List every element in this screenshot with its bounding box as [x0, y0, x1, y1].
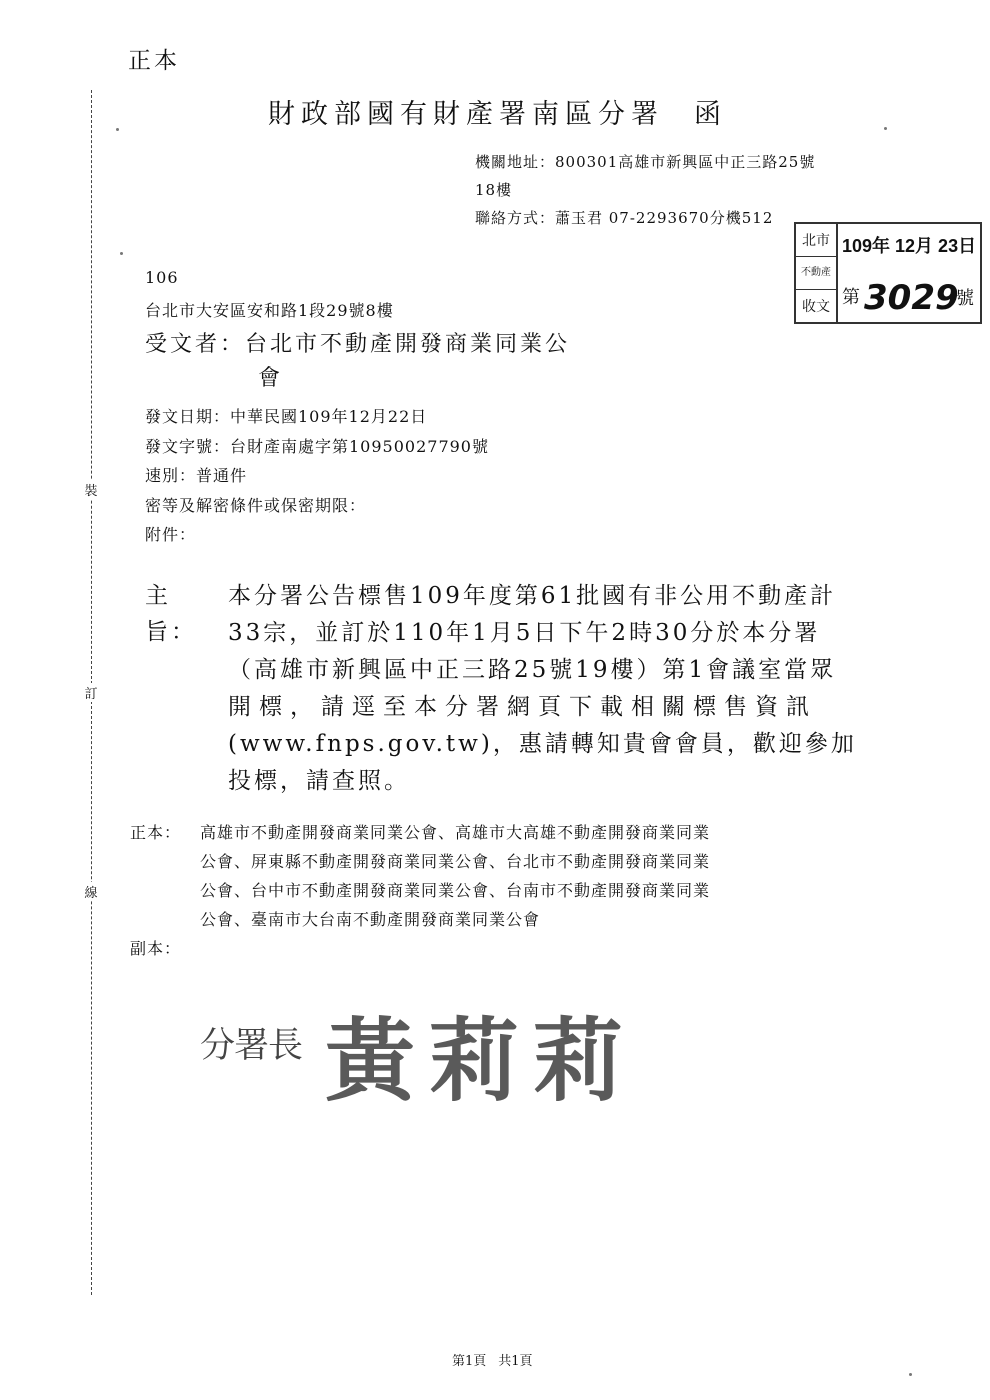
recipient-line-2: 會	[258, 366, 284, 391]
delivery-speed: 速別：普通件	[145, 466, 248, 485]
copy-recipients-label: 副本：	[130, 939, 182, 958]
page-number: 第1頁	[452, 1354, 487, 1369]
original-recipient-line: 公會、台中市不動產開發商業同業公會、台南市不動產開發商業同業	[200, 881, 711, 900]
recipient-line-1: 受文者：台北市不動產開發商業同業公	[145, 332, 571, 357]
document-type: 函	[694, 99, 727, 130]
agency-address-cont: 18樓	[475, 181, 513, 199]
page-footer	[452, 1350, 533, 1369]
binding-mark-bind: 裝	[80, 480, 102, 499]
document-number: 發文字號：台財產南處字第10950027790號	[145, 437, 489, 456]
stamp-number-suffix: 號	[956, 288, 974, 308]
scan-speck	[116, 128, 119, 131]
stamp-number: 3029	[864, 278, 959, 318]
subject-line: 33宗，並訂於110年1月5日下午2時30分於本分署	[228, 620, 821, 646]
copy-mark: 正本	[128, 48, 180, 74]
stamp-receipt-label: 收文	[802, 298, 830, 314]
subject-line: (www.fnps.gov.tw)，惠請轉知貴會會員，歡迎參加	[228, 731, 857, 757]
page-total: 共1頁	[498, 1354, 533, 1369]
scan-speck	[884, 127, 887, 130]
receipt-stamp	[794, 222, 982, 324]
attachments: 附件：	[145, 525, 197, 544]
stamp-org-block	[796, 224, 838, 322]
subject-line: 開標，請逕至本分署網頁下載相關標售資訊	[228, 694, 817, 720]
scan-speck	[120, 252, 123, 255]
subject-label: 主旨：	[145, 583, 197, 645]
issue-date: 發文日期：中華民國109年12月22日	[145, 407, 428, 426]
stamp-org-name: 不動產	[796, 257, 836, 290]
original-recipient-line: 高雄市不動產開發商業同業公會、高雄市大高雄不動產開發商業同業	[200, 823, 711, 842]
signatory-title: 分署長	[200, 1026, 303, 1065]
original-recipient-line: 公會、屏東縣不動產開發商業同業公會、台北市不動產開發商業同業	[200, 852, 711, 871]
recipient	[145, 328, 570, 396]
signatory-name: 黃莉莉	[325, 1008, 637, 1114]
sender-info	[475, 148, 815, 232]
subject-line: 投標，請查照。	[228, 768, 410, 794]
original-recipients-label: 正本：	[130, 823, 182, 842]
subject-line: 本分署公告標售109年度第61批國有非公用不動產計	[228, 583, 837, 609]
binding-mark-line: 線	[80, 882, 102, 901]
scan-speck	[909, 1373, 912, 1376]
stamp-date: 109年 12月 23日	[842, 236, 977, 256]
stamp-number-prefix: 第	[842, 287, 860, 307]
agency-contact: 聯絡方式：蕭玉君 07-2293670分機512	[475, 209, 774, 227]
subject-line: （高雄市新興區中正三路25號19樓）第1會議室當眾	[228, 657, 837, 683]
recipient-address: 台北市大安區安和路1段29號8樓	[145, 301, 394, 320]
stamp-org-city: 北市	[796, 224, 836, 257]
original-recipient-line: 公會、臺南市大台南不動產開發商業同業公會	[200, 910, 541, 929]
stamp-number-row	[842, 278, 974, 318]
postal-code: 106	[145, 268, 179, 287]
document-header	[268, 92, 727, 131]
binding-mark-staple: 訂	[80, 683, 102, 702]
agency-address: 機關地址：800301高雄市新興區中正三路25號	[475, 153, 816, 171]
security-level: 密等及解密條件或保密期限：	[145, 496, 367, 515]
agency-name: 財政部國有財產署南區分署	[268, 99, 664, 130]
